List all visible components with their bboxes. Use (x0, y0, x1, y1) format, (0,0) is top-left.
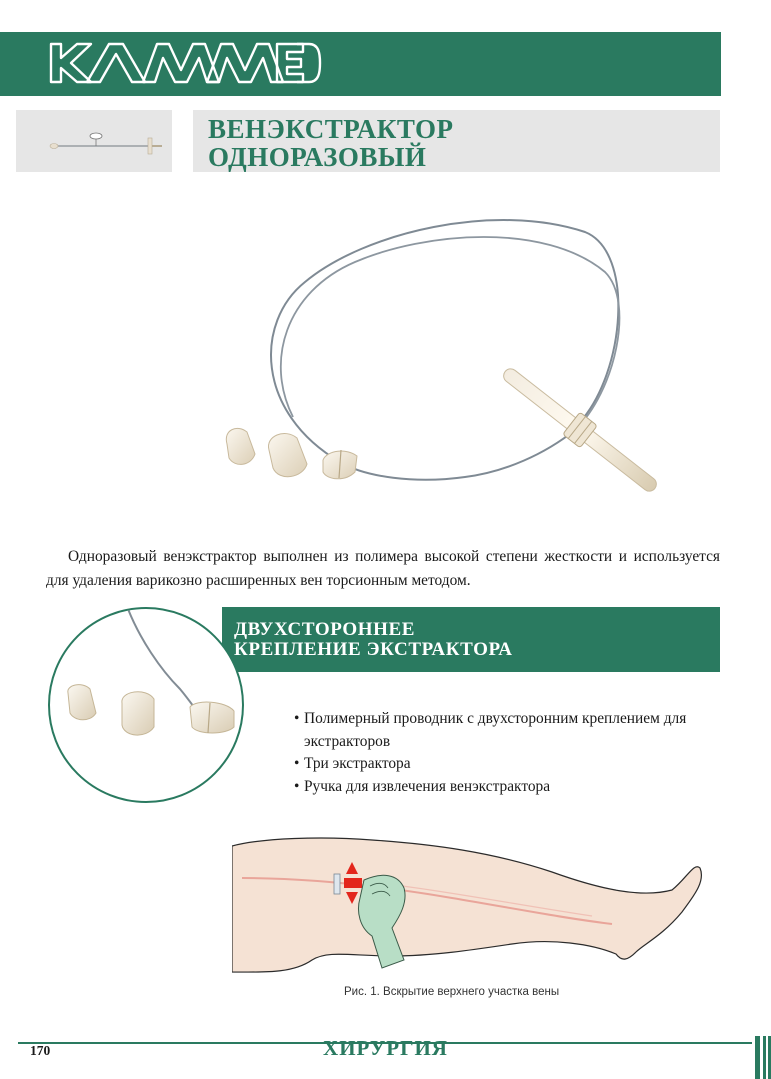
procedure-illustration (232, 832, 706, 980)
figure-caption: Рис. 1. Вскрытие верхнего участка вены (344, 986, 560, 998)
feature-list (294, 708, 714, 798)
product-thumbnail (16, 110, 172, 172)
edge-marks (755, 1036, 771, 1079)
list-item: • Полимерный проводник с двухсторонним креплением для экстракторов (294, 710, 687, 750)
title-panel (193, 110, 720, 172)
product-thumbnail-panel (16, 110, 172, 172)
feature-title-line2: КРЕПЛЕНИЕ ЭКСТРАКТОРА (234, 639, 513, 660)
feature-header-band (222, 607, 720, 672)
page-number: 170 (30, 1043, 51, 1058)
page-title-line2: ОДНОРАЗОВЫЙ (208, 142, 427, 172)
list-item: • Три экстрактора (294, 755, 411, 772)
extractor-cap-medium (268, 434, 307, 477)
brand-logo (47, 40, 322, 86)
list-item: • Ручка для извлечения венэкстрактора (294, 777, 551, 795)
section-title: ХИРУРГИЯ (323, 1036, 448, 1060)
description-text: Одноразовый венэкстрактор выполнен из полимера высокой степени жесткости и используется для удаления варикозно расширенных вен торсионным методом. (46, 548, 720, 589)
product-photo (215, 192, 665, 507)
detail-circle-photo (48, 607, 244, 803)
page-title-line1: ВЕНЭКСТРАКТОР (208, 114, 454, 144)
feature-title-line1: ДВУХСТОРОННЕЕ (234, 619, 416, 640)
product-description (46, 545, 720, 593)
attachment-closeup (50, 609, 242, 801)
extractor-cap-small (226, 428, 255, 464)
extractor-cap-large (323, 450, 357, 479)
